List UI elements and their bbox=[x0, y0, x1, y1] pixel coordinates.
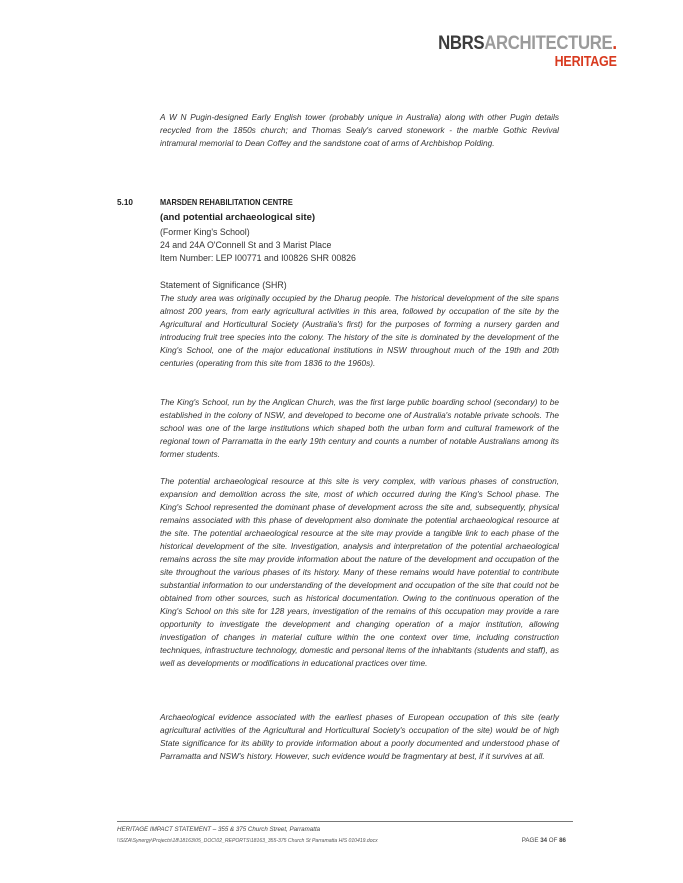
item-number: Item Number: LEP I00771 and I00826 SHR 00826 bbox=[160, 253, 356, 263]
significance-paragraph-3: The potential archaeological resource at this site is very complex, with various phases of construction, expansion and demolition across the site, most of which occurred during the King's School phase. The King's School represented the dominant phase of development across the site and, subsequently, physical remains associated with this phase of development also dominate the potential archaeological resource at the site. The potential archaeological resource at the site may provide a tangible link to each phase of the historical development of the site. Investigation, analysis and interpretation of the potential archaeological remains across the site may provide information about the nature of the development and occupation of the site throughout the various phases of its history. Many of these remains would have potential to contribute substantial information to our understanding of the development and occupation of the site that could not be obtained from other sources, such as historical documentation. Owing to the continuous operation of the King's School on this site for 128 years, investigation of the remains of this occupation may provide a rare opportunity to investigate the development and changing operation of a major institution, allowing investigation of changes in material culture within the one context over time, including construction techniques, infrastructure technology, domestic and personal items of the inhabitants (students and staff), as well as developments or modifications in educational practices over time. bbox=[160, 476, 559, 668]
section-number: 5.10 bbox=[117, 198, 133, 207]
page-of: OF bbox=[547, 837, 560, 844]
logo-nbrs: NBRS bbox=[438, 32, 485, 54]
footer-divider bbox=[117, 821, 573, 822]
page-current: 34 bbox=[540, 837, 548, 844]
intro-paragraph: A W N Pugin-designed Early English tower (probably unique in Australia) along with other Pugin details recycled from the 1850s church; and Thomas Sealy's carved stonework - the marble Gothic Revival intramural memorial to Dean Coffey and the sandstone coat of arms of Archbishop Polding. bbox=[160, 112, 559, 148]
logo-wordmark bbox=[438, 34, 617, 54]
page-number bbox=[522, 837, 566, 844]
logo-dot: . bbox=[612, 32, 617, 54]
significance-paragraph-4: Archaeological evidence associated with the earliest phases of European occupation of this site (early agricultural activities of the Agricultural and Horticultural Society's occupation of the site) would be of high State significance for its ability to provide information about a poorly documented and understood phase of Parramatta and NSW's history. However, such evidence would be fragmentary at best, if it survives at all. bbox=[160, 712, 559, 761]
page-prefix: PAGE bbox=[521, 837, 541, 844]
former-name: (Former King's School) bbox=[160, 227, 250, 237]
footer-document-title: HERITAGE IMPACT STATEMENT – 355 & 375 Church Street, Parramatta bbox=[117, 826, 321, 833]
statement-heading: Statement of Significance (SHR) bbox=[160, 280, 287, 290]
address: 24 and 24A O'Connell St and 3 Marist Place bbox=[160, 240, 332, 250]
significance-paragraph-1: The study area was originally occupied by the Dharug people. The historical development of the site spans almost 200 years, from early agricultural activities in this area, followed by occupation of the site by the Agricultural and Horticultural Society (Australia's first) for the purposes of forming a nursery garden and introducing fruit tree species into the colony. The history of the site is dominated by the development of the King's School, one of the major educational institutions in NSW throughout much of the 19th and 20th centuries (operating from this site from 1836 to the 1960s). bbox=[160, 293, 559, 368]
logo-heritage: HERITAGE bbox=[554, 53, 617, 70]
nbrs-logo bbox=[409, 34, 617, 69]
logo-architecture: ARCHITECTURE bbox=[484, 32, 613, 54]
section-subtitle: (and potential archaeological site) bbox=[160, 212, 316, 223]
section-title: MARSDEN REHABILITATION CENTRE bbox=[160, 198, 293, 207]
footer-file-path: \\SIZA\Synergy\Projects\18\18163\05_DOC\02_REPORTS\18163_355-375 Church St Parramatta HIS 010419.docx bbox=[117, 838, 378, 844]
significance-paragraph-2: The King's School, run by the Anglican Church, was the first large public boarding school (secondary) to be established in the colony of NSW, and developed to become one of Australia's notable private schools. The school was one of the large institutions which shaped both the urban form and cultural framework of the regional town of Parramatta in the early 19th century and counts a number of notable Australians among its former students. bbox=[160, 397, 559, 459]
page-total: 86 bbox=[559, 837, 566, 844]
